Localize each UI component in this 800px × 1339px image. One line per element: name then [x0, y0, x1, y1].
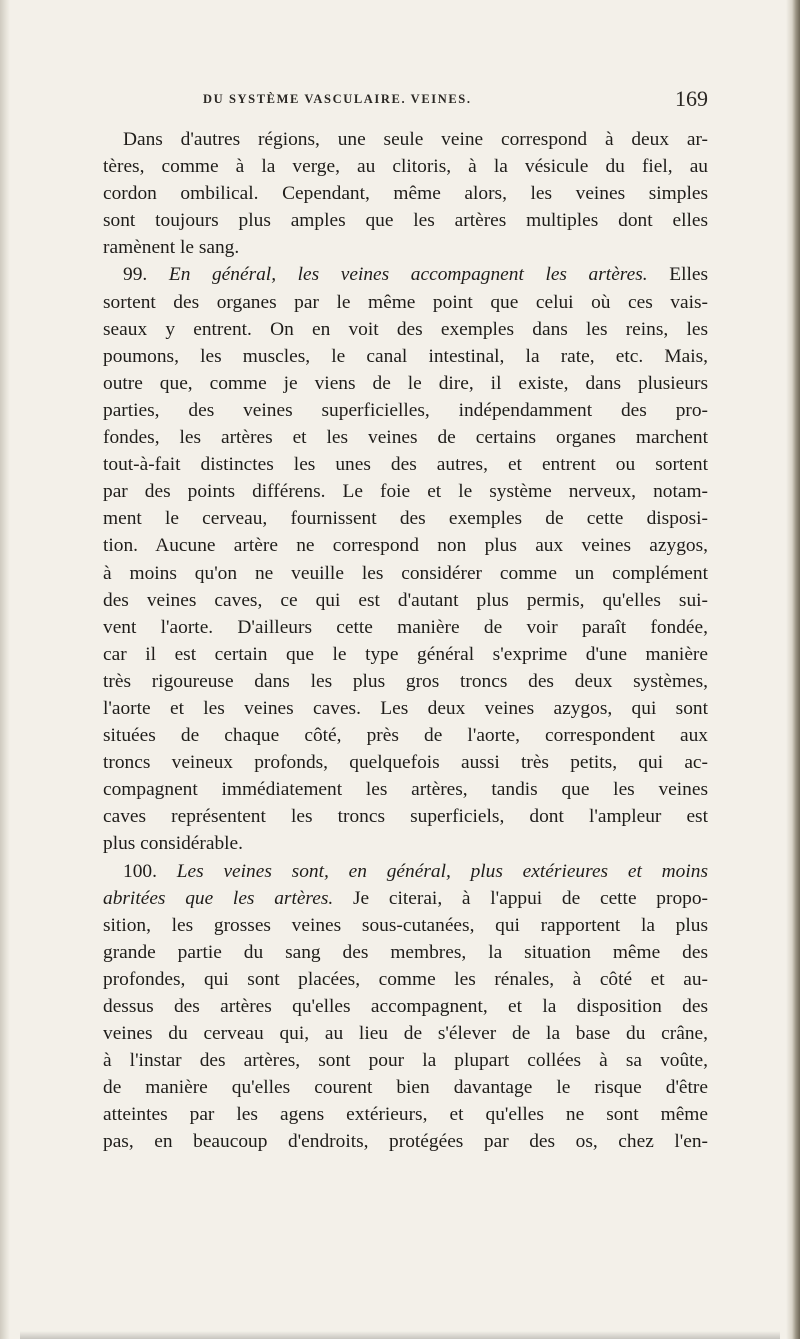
section-title-continued: abritées que les artères. — [103, 887, 334, 909]
text-line: profondes, qui sont placées, comme les rénales, à côté et au- — [103, 968, 708, 990]
page-number: 169 — [675, 86, 708, 111]
text-line: par des points différens. Le foie et le système nerveux, notam- — [103, 481, 708, 503]
text-line: à moins qu'on ne veuille les considérer comme un complément — [103, 562, 708, 584]
section-number: 99. — [123, 264, 148, 286]
section-title: En général, les veines accompagnent les artères. — [168, 264, 648, 286]
text-line: car il est certain que le type général s'exprime d'une manière — [103, 643, 708, 665]
text-fragment: Je citerai, à l'appui de cette propo- — [353, 887, 708, 909]
text-line: situées de chaque côté, près de l'aorte, correspondent aux — [103, 725, 708, 747]
text-line: compagnent immédiatement les artères, tandis que les veines — [103, 779, 708, 801]
running-head: DU SYSTÈME VASCULAIRE. VEINES. — [203, 92, 472, 106]
text-line: caves représentent les troncs superficiels, dont l'ampleur est — [103, 806, 708, 828]
text-line: de manière qu'elles courent bien davantage le risque d'être — [103, 1077, 708, 1099]
section-100-heading-line — [103, 858, 708, 885]
text-line: outre que, comme je viens de le dire, il existe, dans plusieurs — [103, 372, 708, 394]
text-line: tères, comme à la verge, au clitoris, à la vésicule du fiel, au — [103, 156, 708, 178]
page-header — [103, 88, 708, 114]
section-100-title-continuation-line — [103, 885, 708, 912]
section-title: Les veines sont, en général, plus extérieures et moins — [176, 860, 708, 882]
body-text — [103, 126, 708, 1156]
text-line: troncs veineux profonds, quelquefois aussi très petits, qui ac- — [103, 752, 708, 774]
text-line: dessus des artères qu'elles accompagnent, et la disposition des — [103, 996, 708, 1017]
text-fragment: Elles — [669, 264, 708, 286]
text-line: cordon ombilical. Cependant, même alors, les veines simples — [103, 183, 708, 205]
text-line: plus considérable. — [103, 833, 244, 855]
text-line: pas, en beaucoup d'endroits, protégées par des os, chez l'en- — [103, 1131, 708, 1153]
text-line: Dans d'autres régions, une seule veine correspond à deux ar- — [123, 129, 708, 150]
text-line: sition, les grosses veines sous-cutanées, qui rapportent la plus — [103, 914, 708, 936]
page-bottom-shadow — [20, 1331, 780, 1339]
section-number: 100. — [123, 860, 157, 882]
text-line: très rigoureuse dans les plus gros troncs des deux systèmes, — [103, 670, 708, 692]
text-line: poumons, les muscles, le canal intestinal, la rate, etc. Mais, — [103, 345, 708, 367]
text-line: à l'instar des artères, sont pour la plupart collées à sa voûte, — [103, 1050, 708, 1072]
text-line: sortent des organes par le même point que celui où ces vais- — [103, 291, 708, 313]
text-line: veines du cerveau qui, au lieu de s'élever de la base du crâne, — [103, 1023, 708, 1045]
text-line: ramènent le sang. — [103, 237, 240, 259]
page-right-edge — [786, 0, 800, 1339]
text-line: fondes, les artères et les veines de certains organes marchent — [103, 427, 708, 449]
text-line: ment le cerveau, fournissent des exemples de cette disposi- — [103, 508, 708, 530]
text-line: tion. Aucune artère ne correspond non plus aux veines azygos, — [103, 535, 708, 557]
text-line: atteintes par les agens extérieurs, et qu'elles ne sont même — [103, 1104, 708, 1126]
text-line: seaux y entrent. On en voit des exemples dans les reins, les — [103, 318, 708, 340]
text-line: vent l'aorte. D'ailleurs cette manière de voir paraît fondée, — [103, 616, 708, 638]
text-line: l'aorte et les veines caves. Les deux veines azygos, qui sont — [103, 697, 708, 719]
section-99-heading-line — [103, 261, 708, 288]
text-line: grande partie du sang des membres, la situation même des — [103, 941, 708, 963]
text-line: parties, des veines superficielles, indépendamment des pro- — [103, 399, 708, 421]
page-left-edge — [0, 0, 10, 1339]
text-line: des veines caves, ce qui est d'autant plus permis, qu'elles sui- — [103, 589, 708, 611]
text-line: tout-à-fait distinctes les unes des autres, et entrent ou sortent — [103, 454, 708, 476]
text-line: sont toujours plus amples que les artères multiples dont elles — [103, 210, 708, 232]
